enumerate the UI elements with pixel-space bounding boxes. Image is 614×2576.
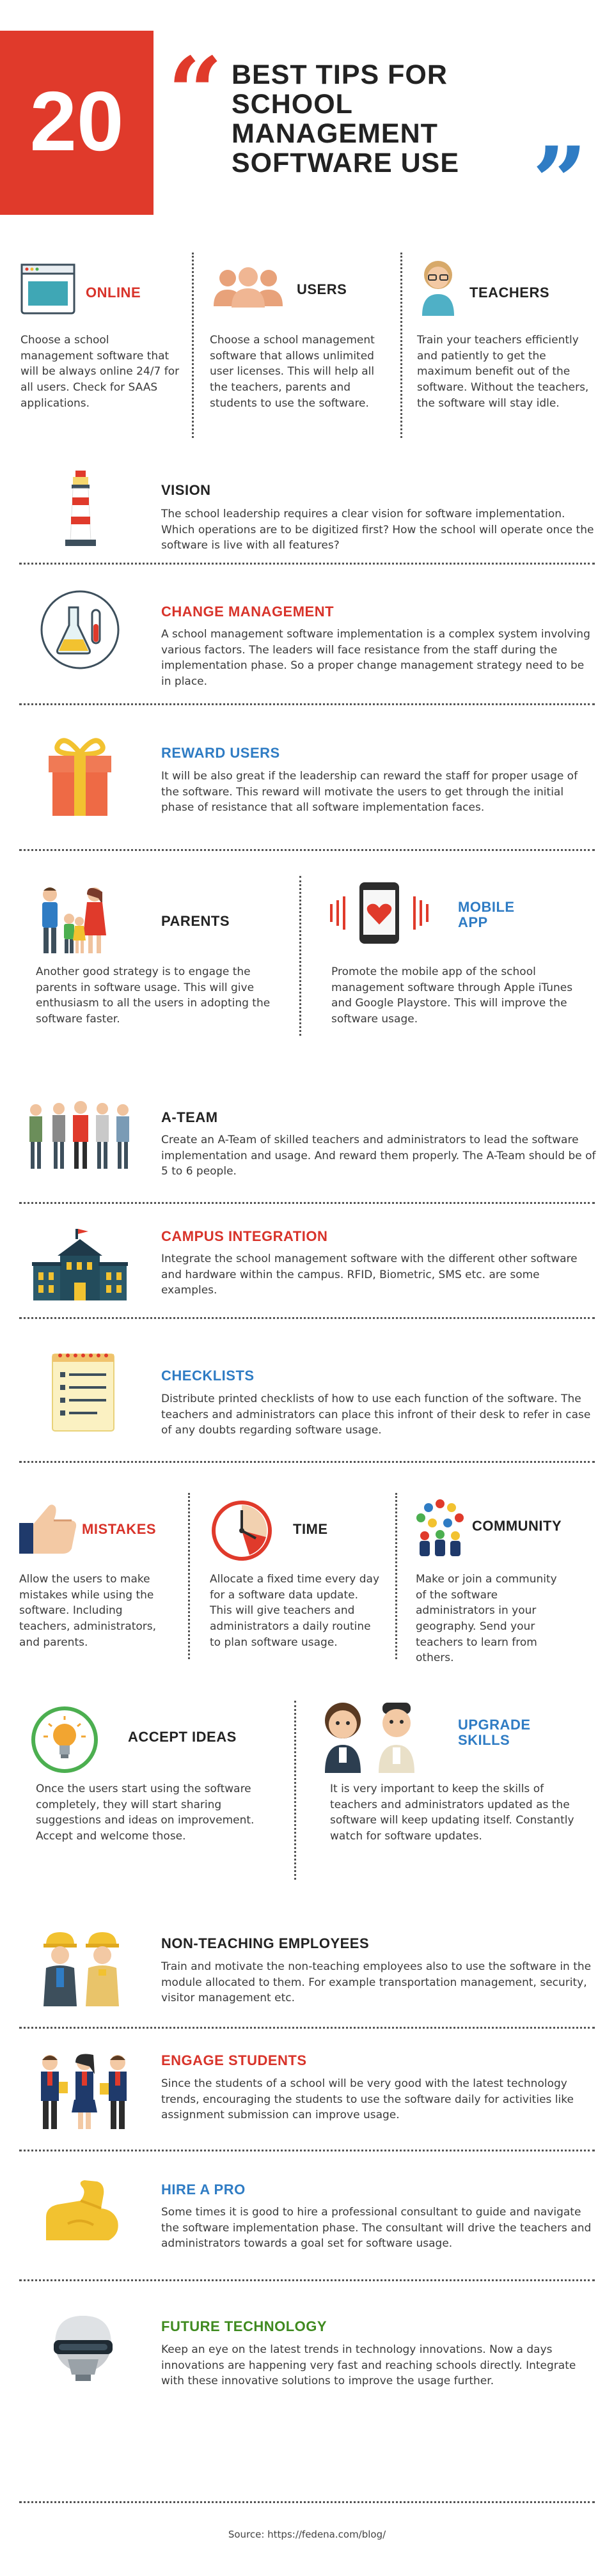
robot-helmet-icon (50, 2313, 116, 2382)
tip-online-title: ONLINE (86, 285, 141, 301)
tip-checklists-title: CHECKLISTS (161, 1368, 255, 1384)
divider-v-6 (294, 1701, 296, 1880)
tip-future-text: Keep an eye on the latest trends in technology innovations. Now a days innovations are happening very fast and reaching schools directly. Integrate with these innovative solutions to improve the usage further. (161, 2343, 576, 2388)
tip-checklists-text: Distribute printed checklists of how to use each function of the software. The teachers and administrators can place this infront of their desk to refer in case of any doubts regarding software usage. (161, 1393, 591, 1437)
tip-upgrade-text: It is very important to keep the skills of teachers and administrators updated as the software will keep updating itself. Constantly watch for software updates. (330, 1783, 574, 1843)
quote-open-mark: “ (168, 36, 223, 149)
strong-arm-icon (42, 2179, 123, 2245)
tip-hirepro-text: Some times it is good to hire a professional consultant to guide and navigate the software implementation phase. The consultant will drive the teachers and administrators towards a goal set for software usage. (161, 2206, 592, 2251)
divider-h-6 (19, 1461, 595, 1463)
tip-campus-text: Integrate the school management software with the different other software and hardware within the campus. RFID, Biometric, SMS etc. are some examples. (161, 1253, 578, 1297)
divider-h-4 (19, 1202, 595, 1204)
tip-mistakes-text: Allow the users to make mistakes while using the software. Including teachers, administrators, and parents. (19, 1573, 157, 1649)
tip-community-title: COMMUNITY (472, 1518, 562, 1534)
divider-v-2 (400, 253, 402, 438)
checklist-icon (51, 1350, 115, 1432)
workers-icon (37, 1930, 127, 2006)
two-persons-icon (317, 1698, 426, 1773)
divider-v-5 (395, 1493, 397, 1659)
tip-users-title: USERS (297, 281, 347, 297)
tip-nonteaching-text: Train and motivate the non-teaching employees also to use the software in the module allocated to them. For example transportation management, security, visitor management etc. (161, 1960, 592, 2005)
gift-box-icon (45, 735, 115, 817)
tip-students-text: Since the students of a school will be very good with the latest technology trends, encouraging the students to use the software daily for activities like assignment submission can improve usage. (161, 2077, 574, 2122)
divider-v-4 (188, 1493, 190, 1659)
thumbs-up-icon (18, 1501, 78, 1556)
divider-v-1 (192, 253, 194, 438)
divider-h-5 (19, 1317, 595, 1319)
community-icon (414, 1499, 466, 1557)
divider-h-8 (19, 2150, 595, 2151)
lighthouse-icon (63, 471, 98, 546)
divider-h-3 (19, 849, 595, 851)
tip-online-text: Choose a school management software that will be always online 24/7 for all users. Check for SAAS applications. (20, 334, 180, 410)
header-number: 20 (29, 74, 124, 168)
lightbulb-icon (31, 1706, 98, 1774)
divider-h-7 (19, 2027, 595, 2029)
footer-source: Source: https://fedena.com/blog/ (228, 2529, 386, 2540)
team-icon (23, 1101, 132, 1171)
tip-parents-text: Another good strategy is to engage the parents in software usage. This will give enthusiasm to all the users in adopting the software faster. (36, 965, 271, 1026)
tip-time-title: TIME (293, 1521, 328, 1537)
browser-window-icon (20, 263, 75, 315)
divider-h-1 (19, 563, 595, 565)
family-icon (36, 886, 111, 956)
tip-hirepro-title: HIRE A PRO (161, 2182, 246, 2197)
quote-close-mark: ” (532, 126, 588, 238)
tip-mistakes-title: MISTAKES (82, 1521, 157, 1537)
teacher-icon (417, 257, 459, 316)
campus-building-icon (31, 1226, 129, 1302)
tip-community-text: Make or join a community of the software administrators in your geography. Send your teachers to learn from others. (416, 1573, 557, 1665)
tip-students-title: ENGAGE STUDENTS (161, 2052, 307, 2068)
tip-mobile-text: Promote the mobile app of the school management software through Apple iTunes and Google Playstore. This will improve the software usage. (331, 965, 573, 1026)
students-icon (33, 2051, 134, 2132)
tip-time-text: Allocate a fixed time every day for a software data update. This will give teachers and administrators a daily routine to plan software usage. (210, 1573, 380, 1649)
tip-ateam-title: A-TEAM (161, 1109, 218, 1125)
divider-h-9 (19, 2279, 595, 2281)
tip-users-text: Choose a school management software that allows unlimited user licenses. This will help all the teachers, parents and students to use the software. (210, 334, 375, 410)
tip-ateam-text: Create an A-Team of skilled teachers and administrators to lead the software implementation and usage. And reward them properly. The A-Team should be of 5 to 6 people. (161, 1134, 596, 1178)
tip-reward-title: REWARD USERS (161, 745, 280, 761)
tip-teachers-text: Train your teachers efficiently and patiently to get the maximum benefit out of the software. Without the teachers, the software will stay idle. (417, 334, 589, 410)
divider-h-10 (19, 2501, 595, 2503)
mobile-heart-icon (325, 881, 434, 945)
tip-parents-title: PARENTS (161, 913, 230, 929)
tip-reward-text: It will be also great if the leadership can reward the staff for proper usage of the software. This reward will motivate the users to get through the initial phase of resistance that all software implementation faces. (161, 770, 578, 815)
tip-future-title: FUTURE TECHNOLOGY (161, 2318, 327, 2334)
tip-nonteaching-title: NON-TEACHING EMPLOYEES (161, 1935, 370, 1951)
tip-mobile-title: MOBILE APP (458, 899, 515, 930)
user-group-icon (210, 265, 287, 308)
tip-campus-title: CAMPUS INTEGRATION (161, 1228, 328, 1244)
tip-vision-title: VISION (161, 482, 211, 498)
clock-icon (211, 1500, 272, 1561)
tip-ideas-text: Once the users start using the software completely, they will start sharing suggestions and ideas on improvement. Accept and welcome those. (36, 1783, 255, 1843)
tip-upgrade-title: UPGRADE SKILLS (458, 1717, 531, 1748)
tip-vision-text: The school leadership requires a clear vision for software implementation. Which operations are to be digitized first? How the school will operate once the software is live with all features? (161, 508, 594, 552)
divider-v-3 (299, 876, 301, 1036)
divider-h-2 (19, 703, 595, 705)
tip-teachers-title: TEACHERS (469, 285, 550, 301)
tip-ideas-title: ACCEPT IDEAS (128, 1729, 237, 1745)
tip-change-title: CHANGE MANAGEMENT (161, 604, 335, 620)
tip-change-text: A school management software implementation is a complex system involving various factors. The leaders will face resistance from the staff during the implementation phase. So a proper change management strategy need to be in place. (161, 628, 590, 688)
page-title: BEST TIPS FOR SCHOOL MANAGEMENT SOFTWARE USE (232, 59, 460, 178)
lab-flask-icon (38, 588, 122, 671)
